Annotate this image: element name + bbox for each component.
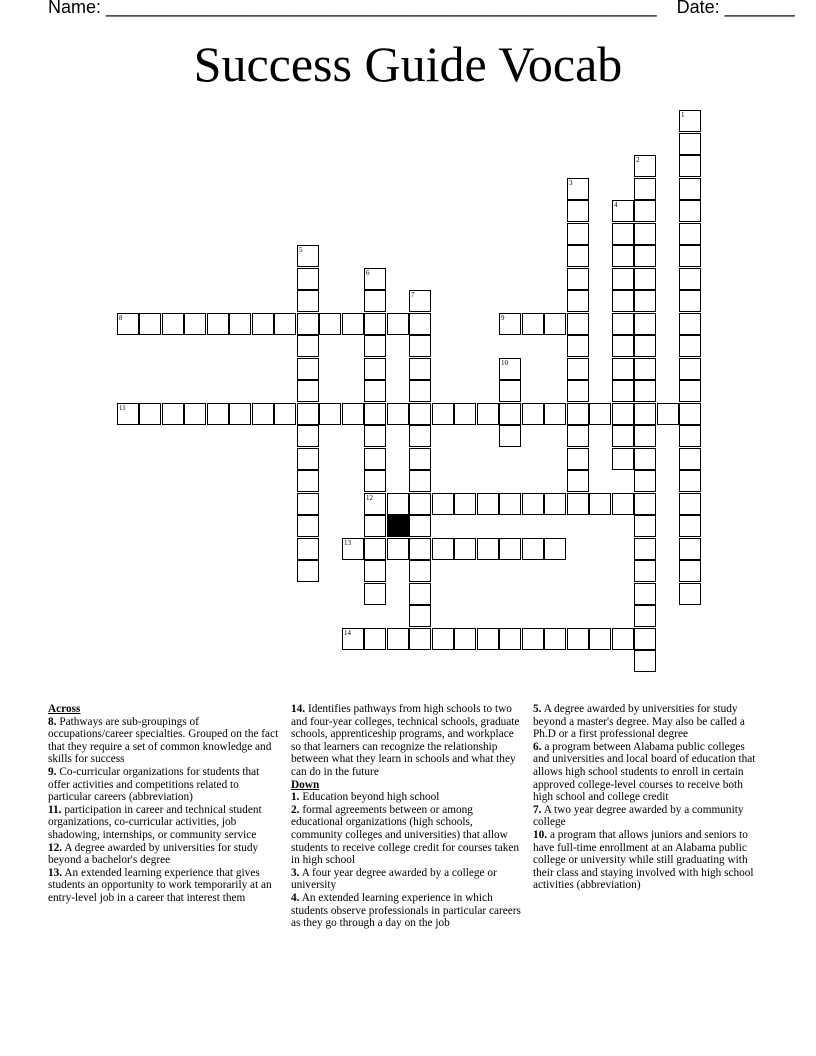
grid-cell[interactable] — [567, 223, 589, 245]
grid-cell[interactable] — [499, 380, 521, 402]
grid-cell[interactable] — [612, 200, 634, 222]
grid-cell[interactable] — [679, 313, 701, 335]
grid-cell[interactable] — [634, 313, 656, 335]
grid-cell[interactable] — [567, 268, 589, 290]
grid-cell[interactable] — [274, 403, 296, 425]
grid-cell[interactable] — [589, 403, 611, 425]
grid-cell[interactable] — [567, 448, 589, 470]
grid-cell[interactable] — [634, 268, 656, 290]
grid-cell[interactable] — [409, 403, 431, 425]
clue-number: 7 — [411, 291, 415, 299]
grid-cell[interactable] — [679, 133, 701, 155]
grid-cell[interactable] — [634, 493, 656, 515]
clue-number: 8 — [119, 314, 123, 322]
grid-cell[interactable] — [409, 583, 431, 605]
grid-cell[interactable] — [612, 268, 634, 290]
grid-cell[interactable] — [477, 628, 499, 650]
grid-cell[interactable] — [297, 268, 319, 290]
grid-cell[interactable] — [409, 628, 431, 650]
grid-cell[interactable] — [454, 538, 476, 560]
grid-cell[interactable] — [634, 605, 656, 627]
grid-cell[interactable] — [252, 313, 274, 335]
grid-cell[interactable] — [612, 403, 634, 425]
grid-cell[interactable] — [364, 628, 386, 650]
page-title: Success Guide Vocab — [193, 36, 623, 92]
grid-cell[interactable] — [139, 313, 161, 335]
grid-cell[interactable] — [364, 493, 386, 515]
grid-cell[interactable] — [364, 448, 386, 470]
grid-cell[interactable] — [634, 470, 656, 492]
grid-cell[interactable] — [522, 538, 544, 560]
grid-cell[interactable] — [612, 425, 634, 447]
grid-cell[interactable] — [567, 313, 589, 335]
grid-cell[interactable] — [432, 628, 454, 650]
clue-across-14: 14. Identifies pathways from high schools to two and four-year colleges, technical schools, graduate schools, apprenticeship programs, and workplace so that learners can recognize the relationship between what they learn in schools and what they can do in the future — [291, 703, 520, 778]
grid-cell[interactable] — [567, 403, 589, 425]
grid-cell[interactable] — [567, 628, 589, 650]
clue-across-12: 12. A degree awarded by universities for study beyond a bachelor's degree — [48, 841, 259, 867]
grid-cell[interactable] — [364, 268, 386, 290]
grid-cell[interactable] — [162, 313, 184, 335]
clue-down-5: 5. A degree awarded by universities for study beyond a master's degree. May also be called a Ph.D or a first professional degree — [533, 703, 745, 741]
grid-cell[interactable] — [454, 403, 476, 425]
grid-cell[interactable] — [634, 538, 656, 560]
grid-cell[interactable] — [297, 358, 319, 380]
grid-cell[interactable] — [634, 178, 656, 200]
grid-cell[interactable] — [567, 178, 589, 200]
grid-cell[interactable] — [634, 200, 656, 222]
grid-cell[interactable] — [409, 605, 431, 627]
clue-down-10: 10. a program that allows juniors and seniors to have full-time enrollment at an Alabama public college or university while still graduating with their class and staying involved with high school activities (abbreviation) — [533, 828, 754, 892]
clue-number: 3 — [569, 179, 573, 187]
grid-cell[interactable] — [364, 403, 386, 425]
grid-cell[interactable] — [567, 335, 589, 357]
grid-cell[interactable] — [364, 583, 386, 605]
grid-cell[interactable] — [567, 290, 589, 312]
black-cell — [387, 515, 409, 537]
grid-cell[interactable] — [387, 493, 409, 515]
grid-cell[interactable] — [612, 493, 634, 515]
clue-number: 9 — [501, 314, 505, 322]
clue-number: 10 — [501, 359, 508, 367]
grid-cell[interactable] — [679, 380, 701, 402]
grid-cell[interactable] — [364, 380, 386, 402]
grid-cell[interactable] — [252, 403, 274, 425]
clues-column-2 — [291, 703, 524, 930]
grid-cell[interactable] — [499, 358, 521, 380]
grid-cell[interactable] — [612, 335, 634, 357]
clue-across-8: 8. Pathways are sub-groupings of occupations/career specialties. Grouped on the fact that they require a set of common knowledge and skills for success — [48, 715, 279, 766]
grid-cell[interactable] — [387, 628, 409, 650]
grid-cell[interactable] — [364, 538, 386, 560]
grid-cell[interactable] — [634, 380, 656, 402]
grid-cell[interactable] — [409, 313, 431, 335]
grid-cell[interactable] — [679, 200, 701, 222]
grid-cell[interactable] — [522, 493, 544, 515]
grid-cell[interactable] — [387, 313, 409, 335]
date-label: Date: — [676, 0, 720, 17]
grid-cell[interactable] — [679, 403, 701, 425]
grid-cell[interactable] — [612, 380, 634, 402]
grid-cell[interactable] — [364, 515, 386, 537]
grid-cell[interactable] — [319, 313, 341, 335]
grid-cell[interactable] — [342, 628, 364, 650]
grid-cell[interactable] — [184, 403, 206, 425]
grid-cell[interactable] — [297, 290, 319, 312]
grid-cell[interactable] — [679, 448, 701, 470]
grid-cell[interactable] — [612, 245, 634, 267]
grid-cell[interactable] — [589, 493, 611, 515]
grid-cell[interactable] — [477, 493, 499, 515]
grid-cell[interactable] — [409, 515, 431, 537]
grid-cell[interactable] — [409, 380, 431, 402]
grid-cell[interactable] — [297, 448, 319, 470]
clues-column-3 — [533, 703, 763, 892]
down-heading: Down — [291, 778, 320, 791]
clue-across-13: 13. An extended learning experience that gives students an opportunity to work temporarily at an entry-level job in a career that interest them — [48, 866, 272, 904]
grid-cell[interactable] — [679, 538, 701, 560]
grid-cell[interactable] — [567, 380, 589, 402]
grid-cell[interactable] — [634, 155, 656, 177]
clue-down-3: 3. A four year degree awarded by a college or university — [291, 866, 497, 892]
grid-cell[interactable] — [679, 470, 701, 492]
grid-cell[interactable] — [679, 178, 701, 200]
grid-cell[interactable] — [612, 448, 634, 470]
grid-cell[interactable] — [634, 223, 656, 245]
grid-cell[interactable] — [679, 268, 701, 290]
grid-cell[interactable] — [679, 358, 701, 380]
grid-cell[interactable] — [567, 245, 589, 267]
grid-cell[interactable] — [297, 335, 319, 357]
grid-cell[interactable] — [499, 313, 521, 335]
clue-down-2: 2. formal agreements between or among educational organizations (high schools, community colleges and universities) that allow students to receive college credit for courses taken in high school — [291, 803, 520, 867]
grid-cell[interactable] — [499, 403, 521, 425]
grid-cell[interactable] — [634, 583, 656, 605]
grid-cell[interactable] — [297, 425, 319, 447]
grid-cell[interactable] — [207, 403, 229, 425]
grid-cell[interactable] — [499, 425, 521, 447]
grid-cell[interactable] — [679, 335, 701, 357]
grid-cell[interactable] — [544, 628, 566, 650]
clue-number: 14 — [344, 629, 351, 637]
grid-cell[interactable] — [679, 290, 701, 312]
grid-cell[interactable] — [297, 245, 319, 267]
grid-cell[interactable] — [387, 538, 409, 560]
grid-cell[interactable] — [364, 358, 386, 380]
clue-down-7: 7. A two year degree awarded by a community college — [533, 803, 744, 829]
grid-cell[interactable] — [477, 538, 499, 560]
grid-cell[interactable] — [184, 313, 206, 335]
grid-cell[interactable] — [499, 493, 521, 515]
grid-cell[interactable] — [544, 538, 566, 560]
grid-cell[interactable] — [657, 403, 679, 425]
grid-cell[interactable] — [297, 493, 319, 515]
grid-cell[interactable] — [364, 470, 386, 492]
grid-cell[interactable] — [477, 403, 499, 425]
grid-cell[interactable] — [634, 335, 656, 357]
grid-cell[interactable] — [454, 628, 476, 650]
grid-cell[interactable] — [522, 313, 544, 335]
grid-cell[interactable] — [634, 290, 656, 312]
grid-cell[interactable] — [544, 403, 566, 425]
grid-cell[interactable] — [207, 313, 229, 335]
grid-cell[interactable] — [634, 560, 656, 582]
name-label: Name: — [48, 0, 102, 17]
grid-cell[interactable] — [117, 403, 139, 425]
clue-down-4: 4. An extended learning experience in which students observe professionals in particular careers as they go through a day on the job — [291, 891, 521, 930]
grid-cell[interactable] — [634, 515, 656, 537]
grid-cell[interactable] — [454, 493, 476, 515]
grid-cell[interactable] — [409, 448, 431, 470]
grid-cell[interactable] — [679, 493, 701, 515]
clue-number: 1 — [681, 111, 685, 119]
grid-cell[interactable] — [679, 245, 701, 267]
grid-cell[interactable] — [297, 560, 319, 582]
grid-cell[interactable] — [634, 650, 656, 672]
grid-cell[interactable] — [679, 515, 701, 537]
grid-cell[interactable] — [567, 470, 589, 492]
grid-cell[interactable] — [364, 290, 386, 312]
grid-cell[interactable] — [342, 313, 364, 335]
grid-cell[interactable] — [612, 290, 634, 312]
name-line[interactable]: _______________________________________________________ — [106, 0, 657, 17]
grid-cell[interactable] — [409, 335, 431, 357]
grid-cell[interactable] — [679, 560, 701, 582]
clue-number: 13 — [344, 539, 351, 547]
grid-cell[interactable] — [297, 313, 319, 335]
grid-cell[interactable] — [634, 448, 656, 470]
grid-cell[interactable] — [409, 538, 431, 560]
grid-cell[interactable] — [274, 313, 296, 335]
clue-across-9: 9. Co-curricular organizations for students that offer activities and competitions related to particular careers (abbreviation) — [48, 765, 260, 804]
grid-cell[interactable] — [567, 200, 589, 222]
grid-cell[interactable] — [499, 628, 521, 650]
grid-cell[interactable] — [319, 403, 341, 425]
grid-cell[interactable] — [634, 425, 656, 447]
grid-cell[interactable] — [364, 425, 386, 447]
clue-number: 4 — [614, 201, 618, 209]
across-heading: Across — [48, 703, 81, 715]
grid-cell[interactable] — [679, 425, 701, 447]
grid-cell[interactable] — [432, 493, 454, 515]
grid-cell[interactable] — [634, 245, 656, 267]
clue-number: 6 — [366, 269, 370, 277]
grid-cell[interactable] — [567, 493, 589, 515]
grid-cell[interactable] — [589, 628, 611, 650]
grid-cell[interactable] — [229, 313, 251, 335]
grid-cell[interactable] — [612, 313, 634, 335]
grid-cell[interactable] — [634, 403, 656, 425]
grid-cell[interactable] — [544, 313, 566, 335]
grid-cell[interactable] — [544, 493, 566, 515]
grid-cell[interactable] — [364, 560, 386, 582]
grid-cell[interactable] — [342, 403, 364, 425]
grid-cell[interactable] — [612, 223, 634, 245]
grid-cell[interactable] — [634, 358, 656, 380]
clue-number: 12 — [366, 494, 373, 502]
grid-cell[interactable] — [229, 403, 251, 425]
grid-cell[interactable] — [522, 628, 544, 650]
grid-cell[interactable] — [297, 538, 319, 560]
grid-cell[interactable] — [297, 515, 319, 537]
grid-cell[interactable] — [409, 425, 431, 447]
grid-cell[interactable] — [679, 155, 701, 177]
grid-cell[interactable] — [364, 335, 386, 357]
grid-cell[interactable] — [387, 403, 409, 425]
grid-cell[interactable] — [679, 223, 701, 245]
grid-cell[interactable] — [297, 403, 319, 425]
clue-across-11: 11. participation in career and technical student organizations, co-curricular activities, job shadowing, internships, or community service — [48, 803, 262, 841]
grid-cell[interactable] — [409, 493, 431, 515]
grid-cell[interactable] — [567, 425, 589, 447]
grid-cell[interactable] — [432, 403, 454, 425]
clue-number: 2 — [636, 156, 640, 164]
clues-column-1 — [48, 703, 283, 905]
grid-cell[interactable] — [409, 358, 431, 380]
grid-cell[interactable] — [432, 538, 454, 560]
clue-down-6: 6. a program between Alabama public colleges and universities and local board of education that allows high school students to enroll in certain approved college-level courses to receive both high school and college credit — [533, 740, 756, 804]
grid-cell[interactable] — [297, 380, 319, 402]
grid-cell[interactable] — [567, 358, 589, 380]
date-line[interactable]: _______ — [724, 0, 795, 17]
grid-cell[interactable] — [117, 313, 139, 335]
grid-cell[interactable] — [297, 470, 319, 492]
clue-number: 5 — [299, 246, 303, 254]
grid-cell[interactable] — [364, 313, 386, 335]
grid-cell[interactable] — [612, 358, 634, 380]
clue-down-1: 1. Education beyond high school — [291, 791, 440, 804]
grid-cell[interactable] — [522, 403, 544, 425]
grid-cell[interactable] — [342, 538, 364, 560]
grid-cell[interactable] — [409, 560, 431, 582]
grid-cell[interactable] — [499, 538, 521, 560]
grid-cell[interactable] — [162, 403, 184, 425]
grid-cell[interactable] — [679, 583, 701, 605]
clue-number: 11 — [119, 404, 126, 412]
grid-cell[interactable] — [139, 403, 161, 425]
grid-cell[interactable] — [409, 470, 431, 492]
grid-cell[interactable] — [409, 290, 431, 312]
grid-cell[interactable] — [612, 628, 634, 650]
grid-cell[interactable] — [634, 628, 656, 650]
grid-cell[interactable] — [679, 110, 701, 132]
